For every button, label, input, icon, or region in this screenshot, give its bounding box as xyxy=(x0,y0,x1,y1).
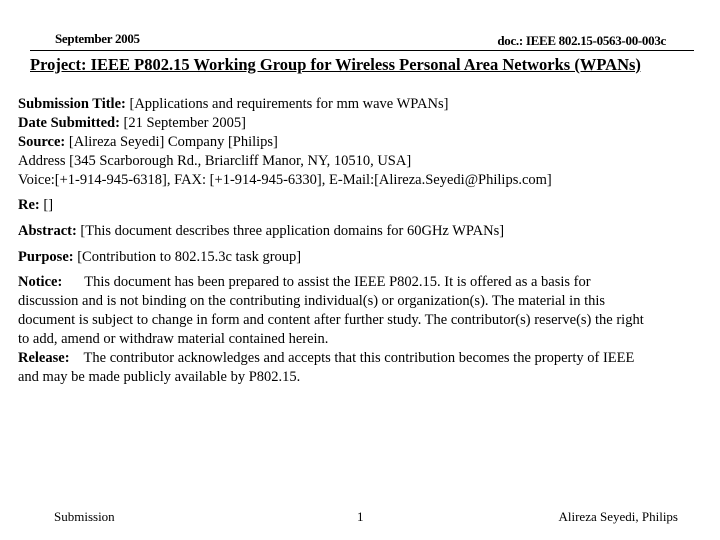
abstract-label: Abstract: xyxy=(18,223,77,239)
release-text-1: The contributor acknowledges and accepts that this contribution becomes the property of IEEE xyxy=(83,350,635,366)
submission-title-label: Submission Title: xyxy=(18,96,126,112)
re-label: Re: xyxy=(18,197,40,213)
footer-left: Submission xyxy=(54,509,115,524)
address-line: Address [345 Scarborough Rd., Briarcliff Manor, NY, 10510, USA] xyxy=(18,153,412,169)
notice-line-2: discussion and is not binding on the contributing individual(s) or organization(s). The material in this xyxy=(18,293,606,309)
notice-line-4: to add, amend or withdraw material contained herein. xyxy=(18,331,329,347)
date-submitted-value: [21 September 2005] xyxy=(123,115,246,131)
header-rule xyxy=(30,50,694,51)
date-submitted-line xyxy=(18,114,718,133)
re-line xyxy=(18,196,718,215)
date-submitted-label: Date Submitted: xyxy=(18,115,120,131)
contact-line: Voice:[+1-914-945-6318], FAX: [+1-914-945-6330], E-Mail:[Alireza.Seyedi@Philips.com] xyxy=(18,172,552,188)
re-value: [] xyxy=(43,197,54,213)
submission-block xyxy=(18,95,718,190)
notice-line-3: document is subject to change in form and content after further study. The contributor(s) reserve(s) the right xyxy=(18,312,644,328)
footer-page-number: 1 xyxy=(357,509,364,524)
header-doc-id: doc.: IEEE 802.15-0563-00-003c xyxy=(497,33,666,48)
source-value: [Alireza Seyedi] Company [Philips] xyxy=(68,134,278,150)
purpose-value: [Contribution to 802.15.3c task group] xyxy=(77,249,302,265)
project-title: Project: IEEE P802.15 Working Group for Wireless Personal Area Networks (WPANs) xyxy=(30,55,641,74)
purpose-label: Purpose: xyxy=(18,249,74,265)
release-label: Release: xyxy=(18,350,70,366)
header-date: September 2005 xyxy=(55,31,140,46)
release-line-2: and may be made publicly available by P802.15. xyxy=(18,369,301,385)
notice-label: Notice: xyxy=(18,274,63,290)
notice-line-1 xyxy=(18,273,714,292)
source-label: Source: xyxy=(18,134,66,150)
footer-right: Alireza Seyedi, Philips xyxy=(558,509,678,524)
abstract-value: [This document describes three application domains for 60GHz WPANs] xyxy=(80,223,505,239)
source-line xyxy=(18,133,718,152)
submission-title-value: [Applications and requirements for mm wave WPANs] xyxy=(129,96,449,112)
submission-title-line xyxy=(18,95,718,114)
release-line-1 xyxy=(18,349,714,368)
abstract-line xyxy=(18,222,718,241)
notice-text-1: This document has been prepared to assist the IEEE P802.15. It is offered as a basis for xyxy=(84,274,591,290)
notice-block xyxy=(18,273,714,387)
purpose-line xyxy=(18,248,718,267)
